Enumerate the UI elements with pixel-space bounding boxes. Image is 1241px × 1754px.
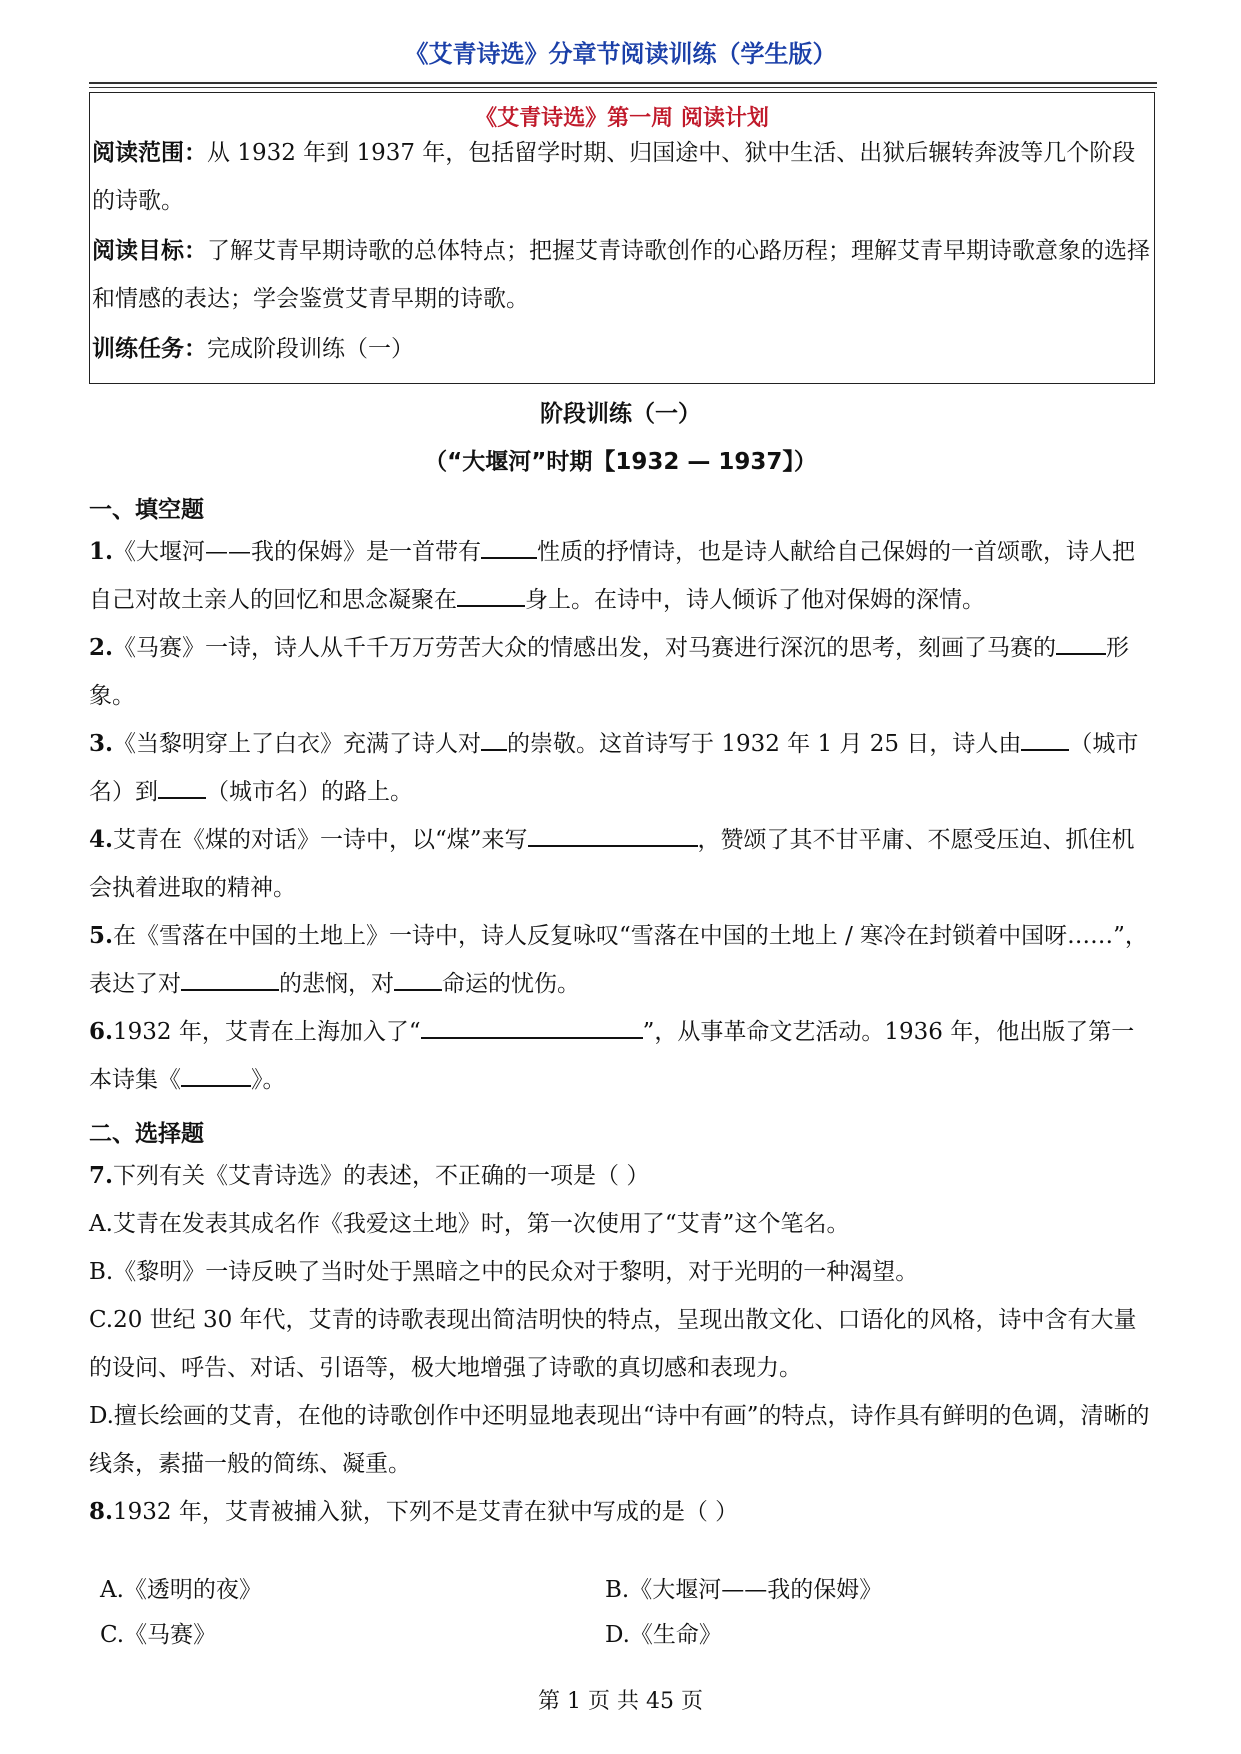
question-4 xyxy=(89,816,1157,912)
q5-blank-2[interactable] xyxy=(394,967,442,991)
q7-option-c: C.20 世纪 30 年代，艾青的诗歌表现出简洁明快的特点，呈现出散文化、口语化的风格，诗中含有大量的设问、呼告、对话、引语等，极大地增强了诗歌的真切感和表现力。 xyxy=(89,1307,1137,1381)
q7-number: 7. xyxy=(89,1162,114,1189)
question-7 xyxy=(89,1152,1157,1200)
q6-blank-1[interactable] xyxy=(421,1015,643,1039)
q7-option-b: B.《黎明》一诗反映了当时处于黑暗之中的民众对于黎明，对于光明的一种渴望。 xyxy=(89,1259,919,1285)
q1-text-a: 《大堰河——我的保姆》是一首带有 xyxy=(113,539,482,565)
q7-stem: 下列有关《艾青诗选》的表述，不正确的一项是（ ） xyxy=(113,1163,650,1189)
goal-label: 阅读目标： xyxy=(92,238,207,264)
q5-text-a: 在《雪落在中国的土地上》一诗中，诗人反复咏叹“雪落在中国的土地上 / 寒冷在封锁着中国呀……”，表达了对 xyxy=(89,923,1148,997)
q4-blank-1[interactable] xyxy=(528,823,698,847)
q5-number: 5. xyxy=(89,922,114,949)
q3-blank-1[interactable] xyxy=(481,727,507,751)
q2-number: 2. xyxy=(89,634,114,661)
q1-number: 1. xyxy=(89,538,114,565)
q1-text-b: 性质的抒情诗，也是诗人献给自己保姆的一首颂歌，诗人把自己对故土亲人的回忆和思念凝聚在 xyxy=(89,539,1136,613)
plan-task xyxy=(92,325,1150,373)
question-2 xyxy=(89,624,1157,720)
section-fill-blank: 一、填空题 xyxy=(89,497,204,523)
q3-text-a: 《当黎明穿上了白衣》充满了诗人对 xyxy=(113,731,482,757)
q7-option-a: A.艾青在发表其成名作《我爱这土地》时，第一次使用了“艾青”这个笔名。 xyxy=(89,1211,850,1237)
q6-number: 6. xyxy=(89,1018,114,1045)
q2-text-a: 《马赛》一诗，诗人从千千万万劳苦大众的情感出发，对马赛进行深沉的思考，刻画了马赛的 xyxy=(113,635,1057,661)
q8-option-d: D.《生命》 xyxy=(605,1622,722,1648)
q4-text-b: ，赞颂了其不甘平庸、不愿受压迫、抓住机会执着进取的精神。 xyxy=(89,827,1135,901)
q1-text-c: 身上。在诗中，诗人倾诉了他对保姆的深情。 xyxy=(525,587,985,613)
q4-number: 4. xyxy=(89,826,114,853)
stage-subtitle: （“大堰河”时期【1932 — 1937】） xyxy=(424,449,817,475)
plan-scope xyxy=(92,129,1150,225)
page-footer: 第 1 页 共 45 页 xyxy=(538,1689,703,1714)
task-text: 完成阶段训练（一） xyxy=(207,336,414,362)
question-3 xyxy=(89,720,1157,816)
q5-text-b: 的悲悯，对 xyxy=(279,971,394,997)
q5-text-c: 命运的忧伤。 xyxy=(442,971,580,997)
header-rule-thin xyxy=(89,87,1157,88)
q8-option-a: A.《透明的夜》 xyxy=(100,1577,262,1603)
question-1 xyxy=(89,528,1157,624)
question-5 xyxy=(89,912,1157,1008)
q8-stem: 1932 年，艾青被捕入狱，下列不是艾青在狱中写成的是（ ） xyxy=(113,1499,739,1525)
q4-text-a: 艾青在《煤的对话》一诗中，以“煤”来写 xyxy=(113,827,528,853)
plan-goal xyxy=(92,227,1150,323)
q3-blank-3[interactable] xyxy=(158,775,206,799)
scope-text: 从 1932 年到 1937 年，包括留学时期、归国途中、狱中生活、出狱后辗转奔波等几个阶段的诗歌。 xyxy=(92,140,1136,214)
q3-text-b: 的崇敬。这首诗写于 1932 年 1 月 25 日，诗人由 xyxy=(507,731,1022,757)
q2-blank-1[interactable] xyxy=(1056,631,1106,655)
q6-text-b: ”，从事革命文艺活动。1936 年，他出版了第一本诗集《 xyxy=(89,1019,1135,1093)
scope-label: 阅读范围： xyxy=(92,140,207,166)
q8-number: 8. xyxy=(89,1498,114,1525)
page-header-title: 《艾青诗选》分章节阅读训练（学生版） xyxy=(404,40,837,68)
section-multiple-choice: 二、选择题 xyxy=(89,1121,204,1147)
q3-blank-2[interactable] xyxy=(1021,727,1069,751)
header-rule xyxy=(89,82,1157,84)
q8-option-c: C.《马赛》 xyxy=(100,1622,217,1648)
q7-option-d: D.擅长绘画的艾青，在他的诗歌创作中还明显地表现出“诗中有画”的特点，诗作具有鲜明的色调，清晰的线条，素描一般的简练、凝重。 xyxy=(89,1403,1150,1477)
q6-text-a: 1932 年，艾青在上海加入了“ xyxy=(113,1019,421,1045)
q3-number: 3. xyxy=(89,730,114,757)
q1-blank-2[interactable] xyxy=(457,583,525,607)
question-6 xyxy=(89,1008,1157,1104)
q3-text-d: （城市名）的路上。 xyxy=(206,779,413,805)
q5-blank-1[interactable] xyxy=(181,967,279,991)
q2-text-b: 形象。 xyxy=(89,635,1130,709)
q6-text-c: 》。 xyxy=(251,1067,286,1093)
reading-plan-box xyxy=(89,92,1155,384)
q1-blank-1[interactable] xyxy=(481,535,537,559)
question-8 xyxy=(89,1488,1157,1536)
q3-text-c: （城市名）到 xyxy=(89,731,1139,805)
stage-title: 阶段训练（一） xyxy=(540,401,701,427)
q8-option-b: B.《大堰河——我的保姆》 xyxy=(605,1577,883,1603)
plan-title: 《艾青诗选》第一周 阅读计划 xyxy=(475,106,769,131)
goal-text: 了解艾青早期诗歌的总体特点；把握艾青诗歌创作的心路历程；理解艾青早期诗歌意象的选择和情感的表达；学会鉴赏艾青早期的诗歌。 xyxy=(92,238,1150,312)
task-label: 训练任务： xyxy=(92,336,207,362)
q6-blank-2[interactable] xyxy=(181,1063,251,1087)
